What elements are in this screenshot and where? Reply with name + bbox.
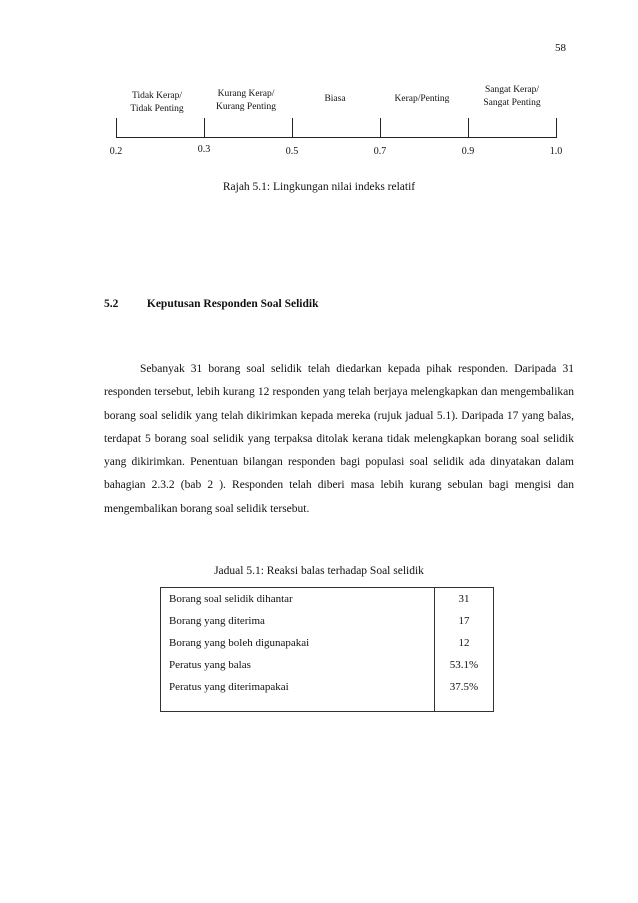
spacer-cell (435, 698, 494, 712)
scale-category-line: Sangat Kerap/ (484, 85, 540, 95)
figure-caption: Rajah 5.1: Lingkungan nilai indeks relatif (222, 181, 416, 193)
scale-tick-label: 0.7 (373, 146, 387, 157)
row-label: Borang yang boleh digunapakai (169, 637, 310, 649)
page-number: 58 (555, 42, 566, 54)
scale-tick (292, 118, 293, 138)
table-row (161, 632, 494, 654)
scale-tick (204, 118, 205, 138)
section-heading (104, 298, 318, 310)
row-label: Peratus yang balas (169, 659, 251, 671)
scale-tick (116, 118, 117, 138)
response-table (160, 587, 494, 712)
scale-category-1 (130, 90, 183, 116)
row-label: Borang soal selidik dihantar (169, 593, 293, 605)
table-caption: Jadual 5.1: Reaksi balas terhadap Soal selidik (214, 565, 424, 577)
scale-category-5 (483, 84, 540, 110)
section-title: Keputusan Responden Soal Selidik (146, 298, 319, 310)
scale-category-line: Sangat Penting (483, 98, 541, 108)
table-spacer-row (161, 698, 494, 712)
row-value: 53.1% (435, 654, 494, 676)
section-number: 5.2 (104, 298, 119, 310)
scale-category-3 (324, 93, 345, 106)
scale-tick-label: 0.5 (285, 146, 299, 157)
body-paragraph: Sebanyak 31 borang soal selidik telah diedarkan kepada pihak responden. Daripada 31 responden tersebut, lebih kurang 12 responden yang telah berjaya melengkapkan dan mengembalikan borang soal selidik yang telah dikirimkan kepada mereka (rujuk jadual 5.1). Daripada 17 yang balas, terdapat 5 borang soal selidik yang terpaksa ditolak kerana tidak melengkapkan borang soal selidik yang dikirimkan. Penentuan bilangan responden bagi populasi soal selidik ada dinyatakan dalam bahagian 2.3.2 (bab 2 ). Responden telah diberi masa lebih kurang sebulan bagi mengisi dan mengembalikan borang soal selidik tersebut. (104, 363, 574, 515)
scale-tick-label: 0.9 (461, 146, 475, 157)
scale-category-line: Kurang Kerap/ (217, 89, 275, 99)
scale-category-line: Tidak Penting (130, 104, 184, 114)
scale-category-line: Kurang Penting (216, 102, 276, 112)
spacer-cell (161, 698, 435, 712)
row-value: 17 (435, 610, 494, 632)
index-scale-figure (0, 0, 638, 200)
row-value: 31 (435, 588, 494, 611)
scale-tick (468, 118, 469, 138)
scale-axis-line (116, 137, 556, 138)
table-row (161, 610, 494, 632)
row-value: 12 (435, 632, 494, 654)
scale-category-line: Kerap/Penting (394, 94, 450, 104)
scale-category-2 (216, 88, 276, 114)
table-row (161, 654, 494, 676)
scale-tick-label: 0.2 (109, 146, 123, 157)
scale-category-4 (395, 93, 450, 106)
row-label: Peratus yang diterimapakai (169, 681, 289, 693)
scale-tick-label: 0.3 (197, 144, 211, 155)
scale-category-line: Tidak Kerap/ (131, 91, 183, 101)
table-row (161, 588, 494, 611)
row-label: Borang yang diterima (169, 615, 265, 627)
row-value: 37.5% (435, 676, 494, 698)
scale-category-line: Biasa (324, 94, 346, 104)
scale-tick (556, 118, 557, 138)
scale-tick (380, 118, 381, 138)
table-row (161, 676, 494, 698)
scale-tick-label: 1.0 (549, 146, 563, 157)
